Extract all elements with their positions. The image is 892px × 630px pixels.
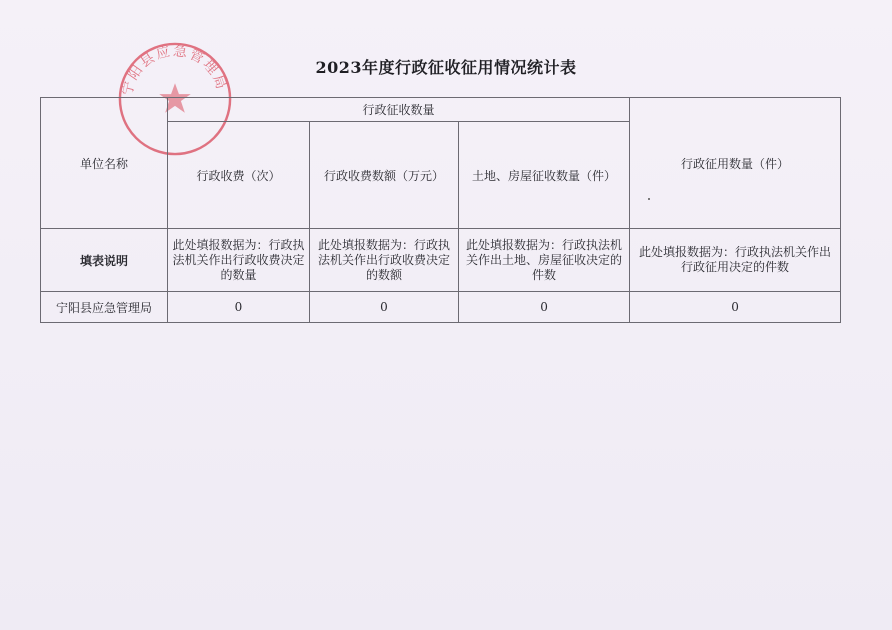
svg-text:宁阳县应急管理局: 宁阳县应急管理局 [119,43,230,98]
scan-speck [648,198,650,200]
note-fee-times: 此处填报数据为：行政执法机关作出行政收费决定的数量 [168,229,310,292]
header-fee-times: 行政收费（次） [168,122,310,229]
header-fee-amount: 行政收费数额（万元） [310,122,459,229]
note-requisition: 此处填报数据为：行政执法机关作出行政征用决定的件数 [630,229,841,292]
cell-land-house: 0 [459,292,630,323]
notes-row [41,229,841,292]
header-collection-group: 行政征收数量 [168,98,630,122]
table-row [41,292,841,323]
note-land-house: 此处填报数据为：行政执法机关作出土地、房屋征收决定的件数 [459,229,630,292]
row-unit-name: 宁阳县应急管理局 [41,292,168,323]
header-land-house-count: 土地、房屋征收数量（件） [459,122,630,229]
header-requisition-count: 行政征用数量（件） [630,98,841,229]
cell-fee-times: 0 [168,292,310,323]
cell-fee-amount: 0 [310,292,459,323]
note-fee-amount: 此处填报数据为：行政执法机关作出行政收费决定的数额 [310,229,459,292]
cell-requisition: 0 [630,292,841,323]
statistics-table [40,97,841,323]
page-title: 2023年度行政征收征用情况统计表 [315,58,577,77]
header-unit-name: 单位名称 [41,98,168,229]
header-row-1 [41,98,841,122]
notes-label: 填表说明 [41,229,168,292]
